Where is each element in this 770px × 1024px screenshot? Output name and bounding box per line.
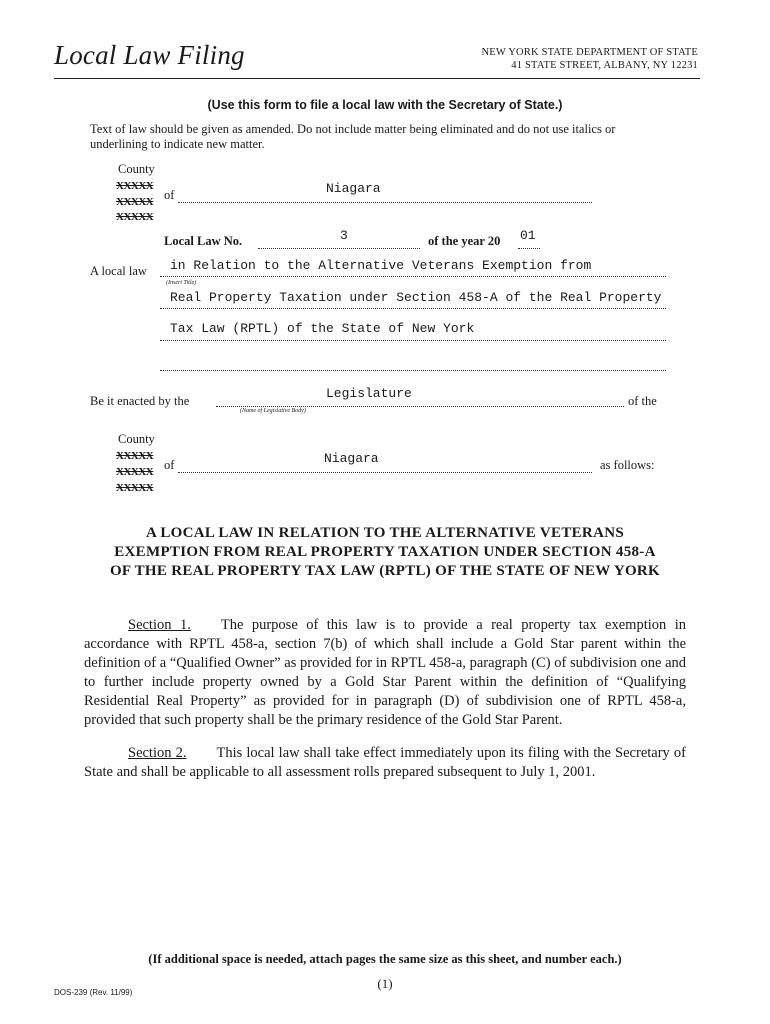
a-local-law-label: A local law bbox=[90, 264, 147, 278]
section-2-text: This local law shall take effect immediately upon its filing with the Secretary of State and shall be applicable to all assessment rolls prepared subsequent to July 1, 2001. bbox=[84, 745, 686, 780]
of-the-label: of the bbox=[628, 394, 657, 408]
municipality-name-line-1 bbox=[178, 188, 592, 203]
municipality-name-2: Niagara bbox=[324, 451, 379, 466]
section-1-text: The purpose of this law is to provide a real property tax exemption in accordance with RPTL 458-a, section 7(b) of which shall include a Gold Star parent within the definition of a “Qualified Owner” as provided for in RPTL 458-a, paragraph (C) of subdivision one and to further include property owned by a Gold Star Parent within the definition of “Qualifying Residential Real Property” as provided for in paragraph (D) of subdivision one of RPTL 458-a, provided that such property shall be the primary residence of the Gold Star Parent. bbox=[84, 617, 686, 728]
of-label-2: of bbox=[164, 458, 175, 472]
law-title-line-3: Tax Law (RPTL) of the State of New York bbox=[170, 321, 475, 336]
department-name: NEW YORK STATE DEPARTMENT OF STATE bbox=[481, 47, 698, 58]
form-title: Local Law Filing bbox=[54, 40, 245, 70]
struck-village-1: XXXXX bbox=[116, 211, 154, 223]
law-heading-line-1: A LOCAL LAW IN RELATION TO THE ALTERNATIVE VETERANS bbox=[146, 525, 624, 541]
additional-space-note: (If additional space is needed, attach pages the same size as this sheet, and number each.) bbox=[148, 952, 622, 966]
law-heading-line-3: OF THE REAL PROPERTY TAX LAW (RPTL) OF THE STATE OF NEW YORK bbox=[109, 563, 661, 579]
legislative-body: Legislature bbox=[326, 386, 412, 401]
struck-town-1: XXXXX bbox=[116, 196, 154, 208]
section-2-label: Section 2. bbox=[128, 745, 187, 761]
title-line-4 bbox=[160, 356, 666, 371]
municipality-name-1: Niagara bbox=[326, 181, 381, 196]
page-number: (1) bbox=[377, 976, 393, 991]
insert-title-hint: (Insert Title) bbox=[166, 280, 197, 286]
local-law-no-line bbox=[258, 234, 420, 249]
county-label-2: County bbox=[118, 432, 155, 446]
county-label-1: County bbox=[118, 162, 155, 176]
struck-town-2: XXXXX bbox=[116, 466, 154, 478]
law-heading-line-2: EXEMPTION FROM REAL PROPERTY TAXATION UNDER SECTION 458-A bbox=[114, 544, 656, 560]
municipality-name-line-2 bbox=[178, 458, 592, 473]
form-id: DOS-239 (Rev. 11/99) bbox=[54, 988, 133, 997]
section-1-label: Section 1. bbox=[128, 617, 191, 633]
be-it-enacted-label: Be it enacted by the bbox=[90, 394, 190, 408]
law-title-line-1: in Relation to the Alternative Veterans Exemption from bbox=[170, 258, 592, 273]
law-year: 01 bbox=[520, 228, 536, 243]
law-heading bbox=[60, 524, 710, 581]
of-label-1: of bbox=[164, 188, 175, 202]
struck-city-1: XXXXX bbox=[116, 180, 154, 192]
as-follows-label: as follows: bbox=[600, 458, 655, 472]
struck-city-2: XXXXX bbox=[116, 450, 154, 462]
struck-village-2: XXXXX bbox=[116, 482, 154, 494]
amendment-note: Text of law should be given as amended. Do not include matter being eliminated and do not use italics or underlining to indicate new matter. bbox=[90, 122, 616, 151]
department-address bbox=[481, 46, 698, 72]
year-label: of the year 20 bbox=[428, 234, 501, 248]
legislative-body-hint: (Name of Legislative Body) bbox=[240, 408, 306, 414]
legislative-body-line bbox=[216, 392, 624, 407]
local-law-no-label: Local Law No. bbox=[164, 234, 243, 248]
section-1 bbox=[84, 616, 686, 730]
law-title-line-2: Real Property Taxation under Section 458-A of the Real Property bbox=[170, 290, 662, 305]
header-divider bbox=[54, 78, 700, 79]
form-usage-instruction: (Use this form to file a local law with the Secretary of State.) bbox=[207, 98, 563, 112]
local-law-number: 3 bbox=[340, 228, 348, 243]
department-street: 41 STATE STREET, ALBANY, NY 12231 bbox=[511, 60, 698, 71]
section-2 bbox=[84, 744, 686, 782]
